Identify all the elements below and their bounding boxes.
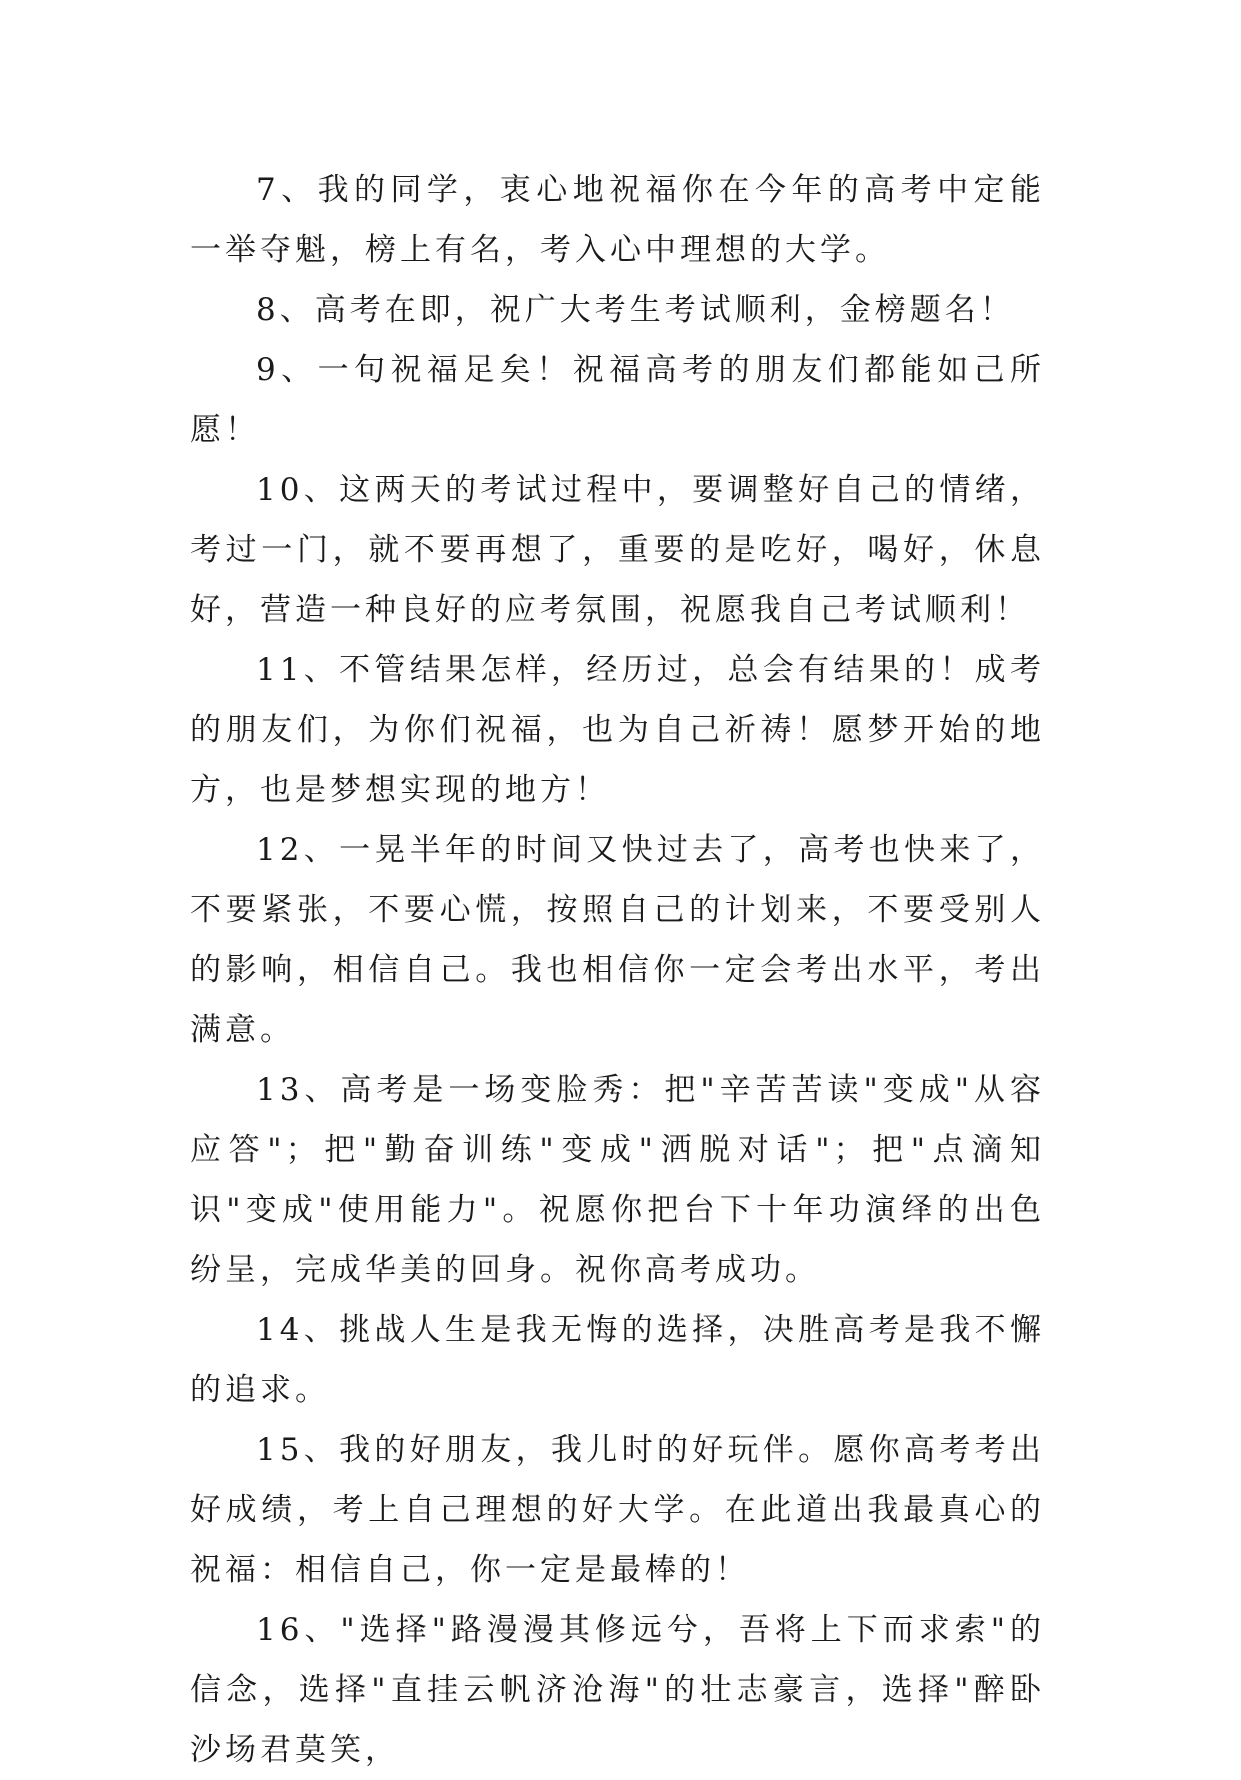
paragraph-14: 14、挑战人生是我无悔的选择，决胜高考是我不懈的追求。 bbox=[190, 1312, 1045, 1408]
paragraph-16: 16、"选择"路漫漫其修远兮，吾将上下而求索"的信念，选择"直挂云帆济沧海"的壮志豪言，选择"醉卧沙场君莫笑， bbox=[190, 1612, 1045, 1768]
paragraph-12: 12、一晃半年的时间又快过去了，高考也快来了，不要紧张，不要心慌，按照自己的计划来，不要受别人的影响，相信自己。我也相信你一定会考出水平，考出满意。 bbox=[190, 832, 1045, 1048]
document-body bbox=[190, 160, 1045, 1780]
paragraph-9: 9、一句祝福足矣！祝福高考的朋友们都能如己所愿！ bbox=[190, 352, 1045, 448]
paragraph-11: 11、不管结果怎样，经历过，总会有结果的！成考的朋友们，为你们祝福，也为自己祈祷！愿梦开始的地方，也是梦想实现的地方！ bbox=[190, 652, 1045, 808]
paragraph-10: 10、这两天的考试过程中，要调整好自己的情绪，考过一门，就不要再想了，重要的是吃好，喝好，休息好，营造一种良好的应考氛围，祝愿我自己考试顺利！ bbox=[190, 472, 1045, 628]
paragraph-15: 15、我的好朋友，我儿时的好玩伴。愿你高考考出好成绩，考上自己理想的好大学。在此道出我最真心的祝福：相信自己，你一定是最棒的！ bbox=[190, 1432, 1045, 1588]
paragraph-8: 8、高考在即，祝广大考生考试顺利，金榜题名！ bbox=[256, 292, 1015, 328]
paragraph-7: 7、我的同学，衷心地祝福你在今年的高考中定能一举夺魁，榜上有名，考入心中理想的大学。 bbox=[190, 172, 1045, 268]
paragraph-13: 13、高考是一场变脸秀：把"辛苦苦读"变成"从容应答"；把"勤奋训练"变成"洒脱对话"；把"点滴知识"变成"使用能力"。祝愿你把台下十年功演绎的出色纷呈，完成华美的回身。祝你高考成功。 bbox=[190, 1072, 1045, 1288]
